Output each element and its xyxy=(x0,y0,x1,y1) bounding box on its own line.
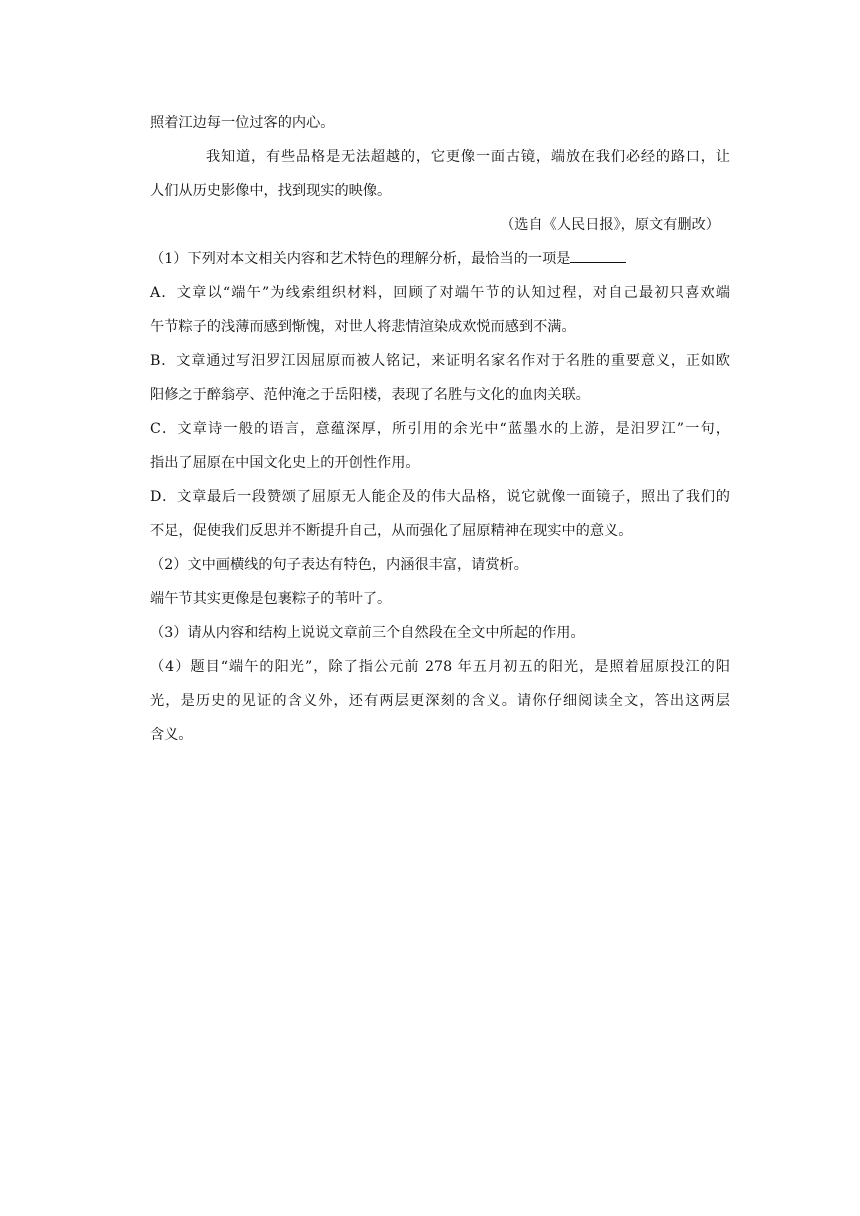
question-4-line: （4）题目“端午的阳光”，除了指公元前 278 年五月初五的阳光，是照着屈原投江的阳 xyxy=(150,659,730,675)
source-citation: （选自《人民日报》，原文有删改） xyxy=(500,217,720,233)
passage-line: 照着江边每一位过客的内心。 xyxy=(150,115,335,131)
option-c-line: 指出了屈原在中国文化史上的开创性作用。 xyxy=(150,455,420,471)
passage-line: 人们从历史影像中，找到现实的映像。 xyxy=(150,183,392,199)
question-4-line: 光，是历史的见证的含义外，还有两层更深刻的含义。请你仔细阅读全文，答出这两层 xyxy=(150,693,730,709)
option-a-line: A．文章以“端午”为线索组织材料，回顾了对端午节的认知过程，对自己最初只喜欢端 xyxy=(150,285,730,301)
answer-blank[interactable] xyxy=(570,244,626,263)
quoted-sentence: 端午节其实更像是包裹粽子的苇叶了。 xyxy=(150,591,392,607)
document-body xyxy=(150,108,730,754)
option-d-line: 不足，促使我们反思并不断提升自己，从而强化了屈原精神在现实中的意义。 xyxy=(150,523,633,539)
option-c-line: C．文章诗一般的语言，意蕴深厚，所引用的余光中“蓝墨水的上游，是汨罗江”一句， xyxy=(150,421,730,437)
option-b-line: B．文章通过写汨罗江因屈原而被人铭记，来证明名家名作对于名胜的重要意义，正如欧 xyxy=(150,353,730,369)
question-3-stem: （3）请从内容和结构上说说文章前三个自然段在全文中所起的作用。 xyxy=(150,625,585,641)
option-a-line: 午节粽子的浅薄而感到惭愧，对世人将悲情渲染成欢悦而感到不满。 xyxy=(150,319,576,335)
question-1-text: （1）下列对本文相关内容和艺术特色的理解分析，最恰当的一项是 xyxy=(150,251,571,267)
option-d-line: D．文章最后一段赞颂了屈原无人能企及的伟大品格，说它就像一面镜子，照出了我们的 xyxy=(150,489,730,505)
question-2-stem: （2）文中画横线的句子表达有特色，内涵很丰富，请赏析。 xyxy=(150,557,528,573)
question-4-line: 含义。 xyxy=(150,727,193,743)
question-1-stem xyxy=(150,244,730,278)
passage-paragraph-start: 我知道，有些品格是无法超越的，它更像一面古镜，端放在我们必经的路口，让 xyxy=(206,149,730,165)
option-b-line: 阳修之于醉翁亭、范仲淹之于岳阳楼，表现了名胜与文化的血肉关联。 xyxy=(150,387,590,403)
